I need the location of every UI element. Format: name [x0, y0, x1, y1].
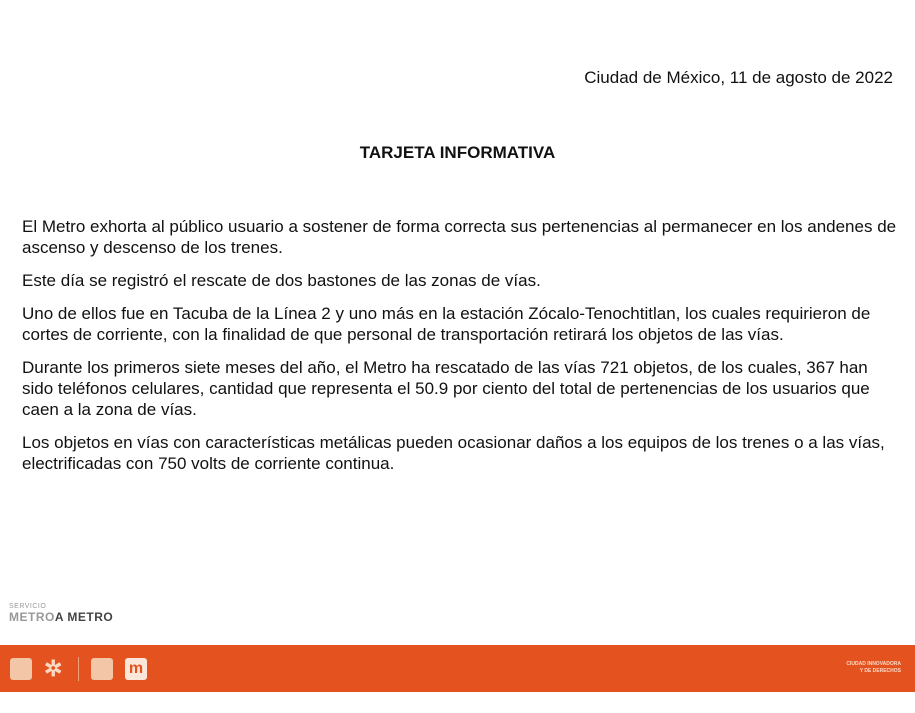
- slogan: [846, 661, 901, 675]
- document-body: [22, 216, 897, 486]
- metro-brand-logo: [9, 603, 113, 624]
- document-title: TARJETA INFORMATIVA: [359, 143, 556, 162]
- paragraph: Los objetos en vías con características metálicas pueden ocasionar daños a los equipos de los trenes o a las vías, electrificadas con 750 volts de corriente continua.: [22, 433, 885, 473]
- brand-small-text: SERVICIO: [9, 603, 47, 610]
- brand-text-a: METRO: [9, 610, 55, 624]
- divider: [78, 657, 79, 681]
- footer-band: [0, 645, 915, 692]
- paragraph: Este día se registró el rescate de dos bastones de las zonas de vías.: [22, 271, 541, 290]
- cdmx-emblem-icon: ✲: [44, 656, 63, 681]
- slogan-line: CIUDAD INNOVADORA: [846, 661, 901, 667]
- brand-text-b: A METRO: [54, 610, 114, 624]
- paragraph: Uno de ellos fue en Tacuba de la Línea 2 y uno más en la estación Zócalo-Tenochtitlan, los cuales requirieron de cortes de corriente, con la finalidad de que personal de transportación retirará los objetos de las vías.: [22, 304, 871, 344]
- document-date: Ciudad de México, 11 de agosto de 2022: [584, 68, 893, 87]
- slogan-line: Y DE DERECHOS: [859, 668, 901, 674]
- paragraph: El Metro exhorta al público usuario a sostener de forma correcta sus pertenencias al permanecer en los andenes de ascenso y descenso de los trenes.: [22, 217, 897, 257]
- paragraph: Durante los primeros siete meses del año, el Metro ha rescatado de las vías 721 objetos, de los cuales, 367 han sido teléfonos celulares, cantidad que representa el 50.9 por ciento del total de pertenencias de los usuarios que caen a la zona de vías.: [22, 358, 870, 419]
- cdmx-shield-icon: [10, 658, 32, 680]
- metro-logo-icon: m: [125, 658, 147, 680]
- pattern-logo-icon: [91, 658, 113, 680]
